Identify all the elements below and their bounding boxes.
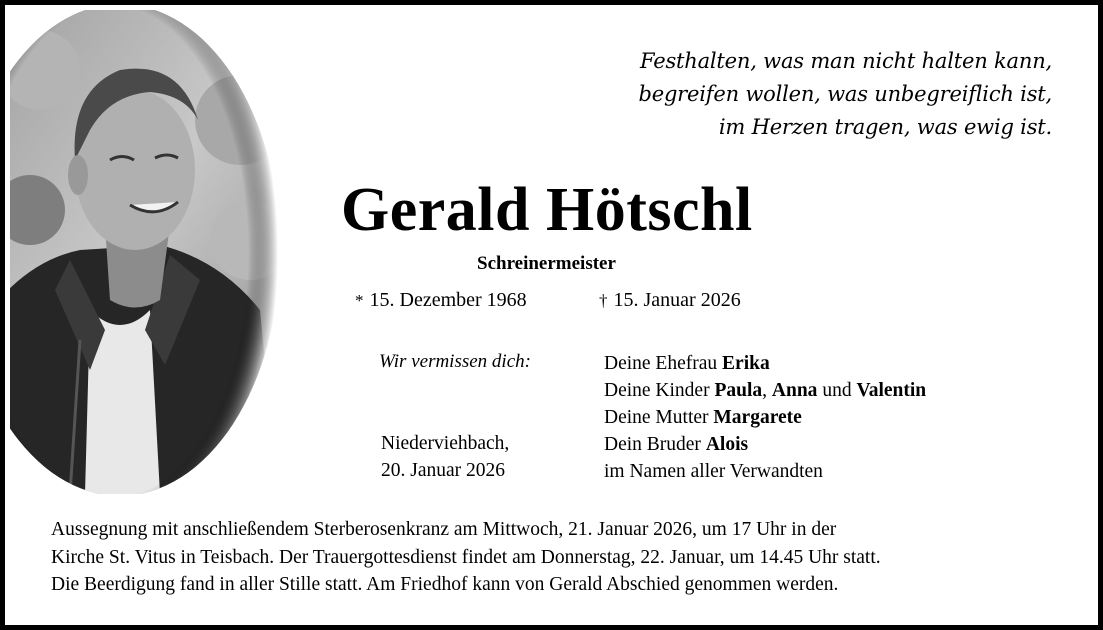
relation-label: Deine Kinder: [604, 380, 710, 401]
verse-line: Festhalten, was man nicht halten kann,: [640, 49, 1052, 73]
notice-line: Kirche St. Vitus in Teisbach. Der Trauergottesdienst findet am Donnerstag, 22. Januar, um 14.45 Uhr statt.: [51, 546, 881, 568]
mourner-name: Paula: [714, 380, 763, 401]
mourner-spouse: [604, 350, 926, 377]
date-text: 20. Januar 2026: [381, 460, 506, 481]
mourner-name: Anna: [771, 380, 818, 401]
memorial-verse: [638, 45, 1052, 144]
deceased-name: Gerald Hötschl: [341, 176, 753, 244]
mourners-heading: Wir vermissen dich:: [379, 351, 531, 372]
place-and-date: [381, 430, 509, 484]
funeral-notice: [51, 516, 1081, 599]
verse-line: im Herzen tragen, was ewig ist.: [718, 115, 1052, 139]
mourner-name: Valentin: [856, 380, 927, 401]
mourner-mother: [604, 404, 926, 431]
notice-line: Die Beerdigung fand in aller Stille statt. Am Friedhof kann von Gerald Abschied genommen werden.: [51, 574, 839, 595]
death-date: [599, 289, 741, 312]
birth-date: [355, 289, 527, 312]
separator: ,: [762, 380, 768, 401]
cross-symbol: †: [599, 291, 608, 310]
mourner-name: Margarete: [713, 407, 802, 428]
verse-line: begreifen wollen, was unbegreiflich ist,: [638, 82, 1052, 106]
mourner-name: Erika: [722, 353, 770, 374]
relation-label: Dein Bruder: [604, 434, 701, 455]
place-text: Niederviehbach,: [381, 433, 510, 454]
notice-line: Aussegnung mit anschließendem Sterberosenkranz am Mittwoch, 21. Januar 2026, um 17 Uhr in der: [51, 519, 837, 540]
conjunction: und: [822, 380, 852, 401]
relation-label: Deine Ehefrau: [604, 353, 718, 374]
mourner-relatives: im Namen aller Verwandten: [604, 461, 823, 482]
birth-date-text: 15. Dezember 1968: [369, 289, 527, 311]
relation-label: Deine Mutter: [604, 407, 709, 428]
mourner-children: [604, 377, 926, 404]
mourners-list: [604, 350, 926, 485]
portrait-photo: [10, 10, 278, 494]
portrait-illustration: [10, 10, 278, 494]
deceased-profession: Schreinermeister: [477, 253, 616, 274]
mourner-brother: [604, 431, 926, 458]
mourner-name: Alois: [705, 434, 749, 455]
birth-symbol: *: [355, 291, 364, 310]
death-date-text: 15. Januar 2026: [613, 289, 741, 311]
